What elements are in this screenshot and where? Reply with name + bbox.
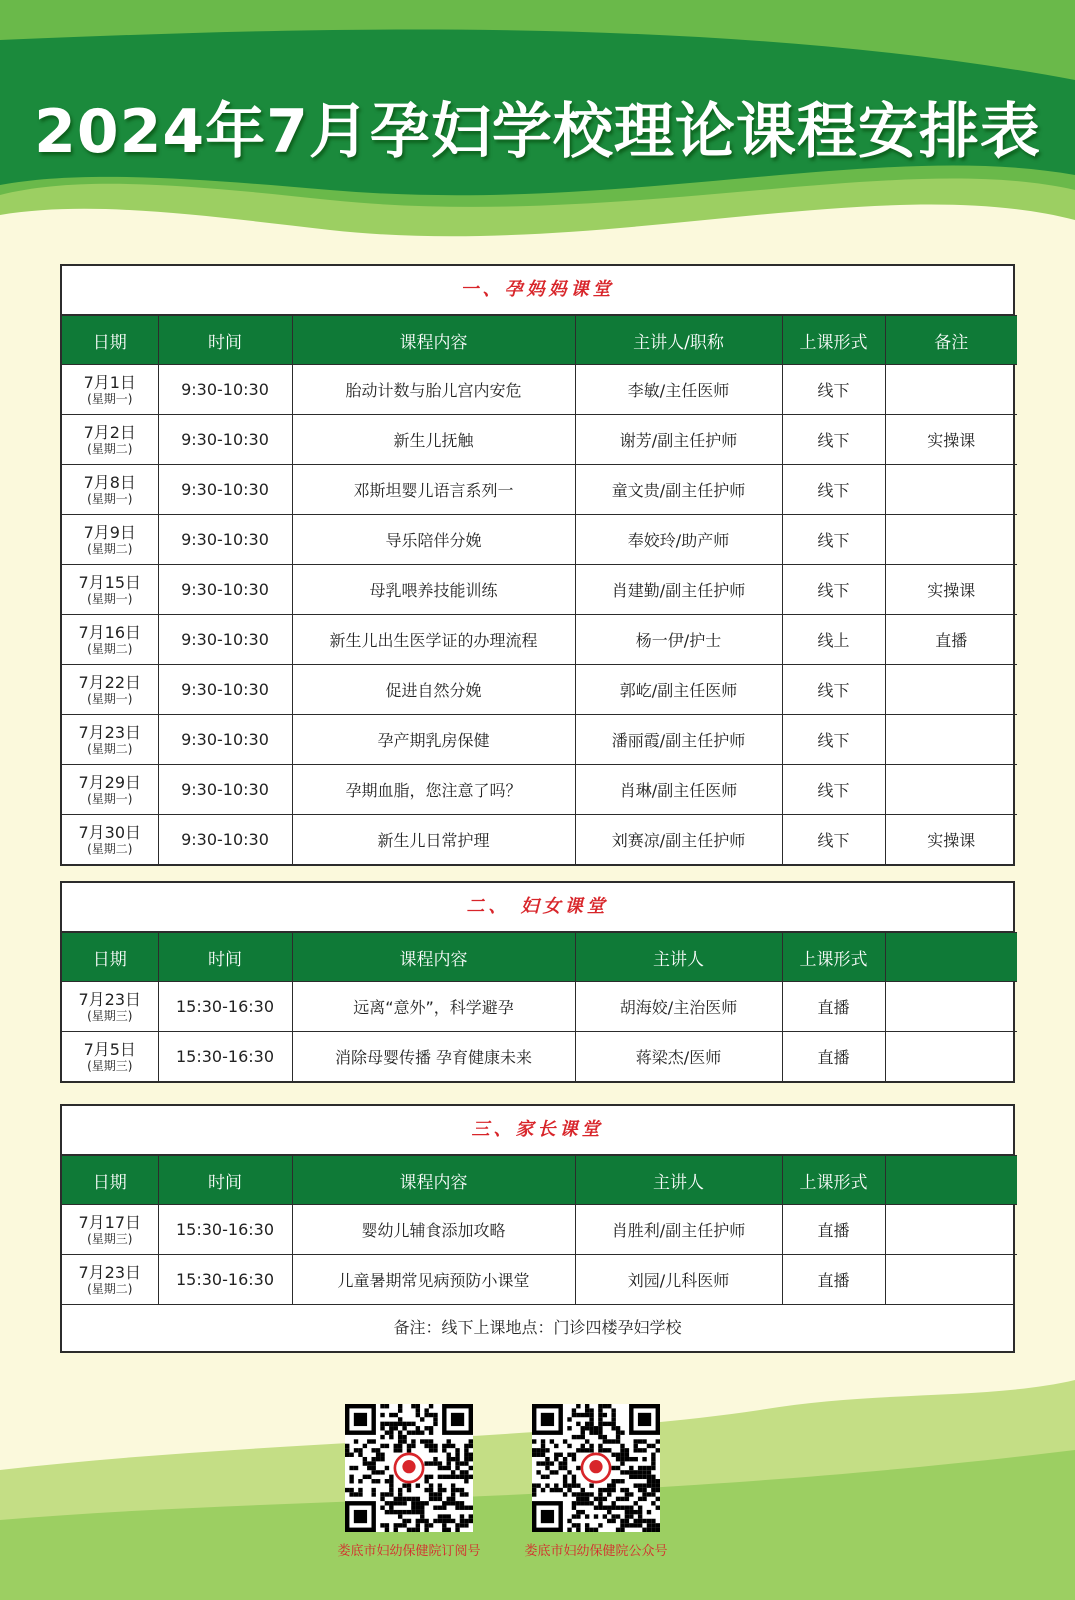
section-title: 一、孕妈妈课堂: [62, 266, 1013, 315]
col-header-date: 日期: [62, 1156, 158, 1205]
cell-time: 15:30-16:30: [158, 1205, 292, 1255]
date-text: 7月9日: [83, 523, 136, 542]
cell-speaker: 奉姣玲/助产师: [575, 515, 782, 565]
col-header-note: 备注: [885, 316, 1017, 365]
cell-note: [885, 1255, 1017, 1305]
cell-content: 新生儿日常护理: [292, 815, 575, 865]
cell-time: 15:30-16:30: [158, 1255, 292, 1305]
cell-format: 线下: [782, 715, 885, 765]
course-table-body: [62, 365, 1017, 865]
cell-note: [885, 1205, 1017, 1255]
date-text: 7月17日: [78, 1213, 142, 1232]
col-header-date: 日期: [62, 316, 158, 365]
col-header-speaker: 主讲人: [575, 1156, 782, 1205]
cell-time: 9:30-10:30: [158, 615, 292, 665]
table-row: [62, 1255, 1017, 1305]
date-text: 7月30日: [78, 823, 142, 842]
date-text: 7月1日: [83, 373, 136, 392]
cell-date: [62, 565, 158, 615]
col-header-content: 课程内容: [292, 933, 575, 982]
cell-time: 15:30-16:30: [158, 982, 292, 1032]
cell-content: 新生儿抚触: [292, 415, 575, 465]
weekday-text: (星期一): [87, 492, 133, 506]
col-header-empty: [885, 1156, 1017, 1205]
section-title: 二、 妇女课堂: [62, 883, 1013, 932]
cell-note: [885, 982, 1017, 1032]
cell-speaker: 刘赛凉/副主任护师: [575, 815, 782, 865]
page-title: 2024年7月孕妇学校理论课程安排表: [34, 97, 1041, 167]
table-row: [62, 415, 1017, 465]
date-text: 7月15日: [78, 573, 142, 592]
weekday-text: (星期二): [87, 642, 133, 656]
cell-time: 9:30-10:30: [158, 815, 292, 865]
weekday-text: (星期三): [87, 1009, 133, 1023]
cell-speaker: 谢芳/副主任护师: [575, 415, 782, 465]
cell-time: 9:30-10:30: [158, 415, 292, 465]
date-text: 7月23日: [78, 1263, 142, 1282]
cell-content: 邓斯坦婴儿语言系列一: [292, 465, 575, 515]
col-header-speaker: 主讲人/职称: [575, 316, 782, 365]
cell-date: [62, 715, 158, 765]
cell-date: [62, 465, 158, 515]
cell-format: 直播: [782, 1205, 885, 1255]
cell-content: 儿童暑期常见病预防小课堂: [292, 1255, 575, 1305]
cell-format: 线下: [782, 665, 885, 715]
cell-note: [885, 715, 1017, 765]
cell-date: [62, 765, 158, 815]
section-parents: [60, 1104, 1015, 1353]
cell-note: 直播: [885, 615, 1017, 665]
table-row: [62, 365, 1017, 415]
weekday-text: (星期三): [87, 1232, 133, 1246]
cell-content: 导乐陪伴分娩: [292, 515, 575, 565]
cell-time: 9:30-10:30: [158, 665, 292, 715]
cell-note: [885, 515, 1017, 565]
cell-content: 远离“意外”，科学避孕: [292, 982, 575, 1032]
cell-speaker: 李敏/主任医师: [575, 365, 782, 415]
cell-content: 新生儿出生医学证的办理流程: [292, 615, 575, 665]
cell-speaker: 肖琳/副主任医师: [575, 765, 782, 815]
cell-format: 线下: [782, 565, 885, 615]
table-row: [62, 1205, 1017, 1255]
table-row: [62, 515, 1017, 565]
cell-date: [62, 365, 158, 415]
date-text: 7月29日: [78, 773, 142, 792]
cell-format: 线下: [782, 415, 885, 465]
cell-format: 线下: [782, 515, 885, 565]
cell-date: [62, 1205, 158, 1255]
cell-speaker: 潘丽霞/副主任护师: [575, 715, 782, 765]
cell-date: [62, 665, 158, 715]
table-row: [62, 982, 1017, 1032]
weekday-text: (星期二): [87, 542, 133, 556]
weekday-text: (星期一): [87, 592, 133, 606]
col-header-format: 上课形式: [782, 1156, 885, 1205]
table-row: [62, 565, 1017, 615]
cell-date: [62, 515, 158, 565]
course-table-body: [62, 982, 1017, 1082]
table-row: [62, 815, 1017, 865]
course-table-body: [62, 1205, 1017, 1305]
cell-date: [62, 1255, 158, 1305]
weekday-text: (星期二): [87, 442, 133, 456]
weekday-text: (星期二): [87, 1282, 133, 1296]
col-header-time: 时间: [158, 316, 292, 365]
cell-format: 线下: [782, 815, 885, 865]
table-row: [62, 765, 1017, 815]
cell-time: 9:30-10:30: [158, 565, 292, 615]
location-note: 备注：线下上课地点：门诊四楼孕妇学校: [62, 1304, 1013, 1351]
cell-note: 实操课: [885, 565, 1017, 615]
cell-time: 9:30-10:30: [158, 715, 292, 765]
cell-date: [62, 815, 158, 865]
cell-note: [885, 465, 1017, 515]
cell-speaker: 郭屹/副主任医师: [575, 665, 782, 715]
cell-content: 婴幼儿辅食添加攻略: [292, 1205, 575, 1255]
cell-speaker: 胡海姣/主治医师: [575, 982, 782, 1032]
col-header-date: 日期: [62, 933, 158, 982]
cell-content: 胎动计数与胎儿宫内安危: [292, 365, 575, 415]
cell-note: [885, 365, 1017, 415]
cell-note: [885, 765, 1017, 815]
col-header-time: 时间: [158, 1156, 292, 1205]
cell-time: 9:30-10:30: [158, 765, 292, 815]
cell-date: [62, 1032, 158, 1082]
cell-note: 实操课: [885, 815, 1017, 865]
cell-content: 消除母婴传播 孕育健康未来: [292, 1032, 575, 1082]
cell-speaker: 杨一伊/护士: [575, 615, 782, 665]
qr-code-icon: [532, 1404, 660, 1532]
cell-time: 9:30-10:30: [158, 465, 292, 515]
col-header-time: 时间: [158, 933, 292, 982]
cell-content: 母乳喂养技能训练: [292, 565, 575, 615]
cell-time: 9:30-10:30: [158, 365, 292, 415]
cell-note: 实操课: [885, 415, 1017, 465]
date-text: 7月5日: [83, 1040, 136, 1059]
cell-note: [885, 665, 1017, 715]
col-header-empty: [885, 933, 1017, 982]
cell-date: [62, 415, 158, 465]
cell-speaker: 肖建勤/副主任护师: [575, 565, 782, 615]
col-header-content: 课程内容: [292, 1156, 575, 1205]
cell-date: [62, 615, 158, 665]
col-header-format: 上课形式: [782, 933, 885, 982]
col-header-format: 上课形式: [782, 316, 885, 365]
qr-code-icon: [345, 1404, 473, 1532]
cell-content: 孕产期乳房保健: [292, 715, 575, 765]
date-text: 7月2日: [83, 423, 136, 442]
cell-format: 线上: [782, 615, 885, 665]
cell-format: 直播: [782, 1032, 885, 1082]
cell-time: 15:30-16:30: [158, 1032, 292, 1082]
weekday-text: (星期三): [87, 1059, 133, 1073]
cell-content: 促进自然分娩: [292, 665, 575, 715]
table-row: [62, 615, 1017, 665]
cell-note: [885, 1032, 1017, 1082]
weekday-text: (星期一): [87, 692, 133, 706]
weekday-text: (星期一): [87, 792, 133, 806]
weekday-text: (星期一): [87, 392, 133, 406]
cell-format: 直播: [782, 1255, 885, 1305]
qr-label-official-account: 娄底市妇幼保健院公众号: [524, 1544, 668, 1559]
table-row: [62, 465, 1017, 515]
weekday-text: (星期二): [87, 842, 133, 856]
cell-format: 线下: [782, 465, 885, 515]
cell-time: 9:30-10:30: [158, 515, 292, 565]
cell-speaker: 童文贵/副主任护师: [575, 465, 782, 515]
cell-speaker: 刘园/儿科医师: [575, 1255, 782, 1305]
cell-date: [62, 982, 158, 1032]
weekday-text: (星期二): [87, 742, 133, 756]
course-table: [62, 932, 1017, 1081]
cell-format: 直播: [782, 982, 885, 1032]
date-text: 7月8日: [83, 473, 136, 492]
cell-speaker: 蒋梁杰/医师: [575, 1032, 782, 1082]
date-text: 7月16日: [78, 623, 142, 642]
table-row: [62, 1032, 1017, 1082]
cell-speaker: 肖胜利/副主任护师: [575, 1205, 782, 1255]
cell-format: 线下: [782, 765, 885, 815]
section-women: [60, 881, 1015, 1083]
qr-label-subscription: 娄底市妇幼保健院订阅号: [337, 1544, 481, 1559]
course-table: [62, 1155, 1017, 1304]
cell-content: 孕期血脂，您注意了吗？: [292, 765, 575, 815]
col-header-content: 课程内容: [292, 316, 575, 365]
date-text: 7月23日: [78, 723, 142, 742]
date-text: 7月23日: [78, 990, 142, 1009]
course-table: [62, 315, 1017, 864]
table-row: [62, 715, 1017, 765]
cell-format: 线下: [782, 365, 885, 415]
date-text: 7月22日: [78, 673, 142, 692]
section-title: 三、家长课堂: [62, 1106, 1013, 1155]
section-pregnant-mothers: [60, 264, 1015, 866]
table-row: [62, 665, 1017, 715]
col-header-speaker: 主讲人: [575, 933, 782, 982]
